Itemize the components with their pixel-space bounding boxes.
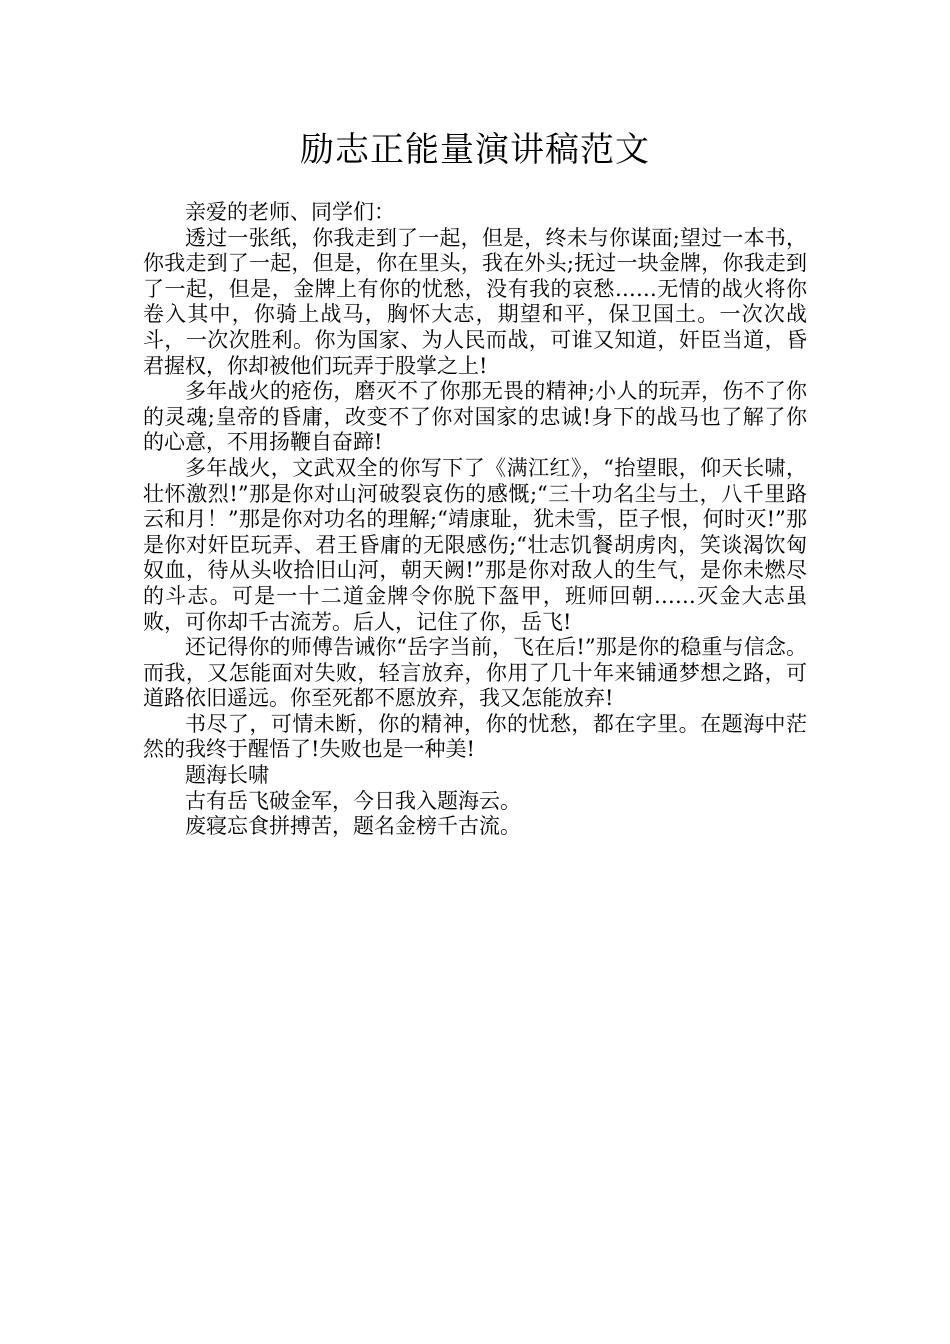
paragraph: 书尽了，可情未断，你的精神，你的忧愁，都在字里。在题海中茫然的我终于醒悟了!失败也是一种美! — [143, 711, 807, 762]
poem-line: 古有岳飞破金军，今日我入题海云。 — [185, 788, 521, 813]
salutation: 亲爱的老师、同学们： — [185, 200, 395, 224]
document-body — [143, 200, 807, 840]
poem-title: 题海长啸 — [185, 763, 269, 788]
paragraph: 多年战火的疮伤，磨灭不了你那无畏的精神;小人的玩弄，伤不了你的灵魂;皇帝的昏庸，改变不了你对国家的忠诚!身下的战马也了解了你的心意，不用扬鞭自奋蹄! — [143, 379, 807, 455]
paragraph: 透过一张纸，你我走到了一起，但是，终未与你谋面;望过一本书，你我走到了一起，但是，你在里头，我在外头;抚过一块金牌，你我走到了一起，但是，金牌上有你的忧愁，没有我的哀愁……无情的战火将你卷入其中，你骑上战马，胸怀大志，期望和平，保卫国土。一次次战斗，一次次胜利。你为国家、为人民而战，可谁又知道，奸臣当道，昏君握权，你却被他们玩弄于股掌之上! — [143, 225, 807, 378]
document-title: 励志正能量演讲稿范文 — [300, 130, 650, 170]
paragraph: 多年战火，文武双全的你写下了《满江红》，“抬望眼，仰天长啸，壮怀激烈!”那是你对山河破裂哀伤的感慨;“三十功名尘与土，八千里路云和月！”那是你对功名的理解;“靖康耻，犹未雪，臣子恨，何时灭!”那是你对奸臣玩弄、君王昏庸的无限感伤;“壮志饥餐胡虏肉，笑谈渴饮匈奴血，待从头收拾旧山河，朝天阙!”那是你对敌人的生气，是你未燃尽的斗志。可是一十二道金牌令你脱下盔甲，班师回朝……灭金大志虽败，可你却千古流芳。后人，记住了你，岳飞! — [143, 455, 807, 634]
paragraph: 还记得你的师傅告诫你“岳字当前，飞在后!”那是你的稳重与信念。而我，又怎能面对失败，轻言放弃，你用了几十年来铺通梦想之路，可道路依旧遥远。你至死都不愿放弃，我又怎能放弃! — [143, 635, 807, 711]
poem-line: 废寝忘食拼搏苦，题名金榜千古流。 — [185, 814, 521, 839]
